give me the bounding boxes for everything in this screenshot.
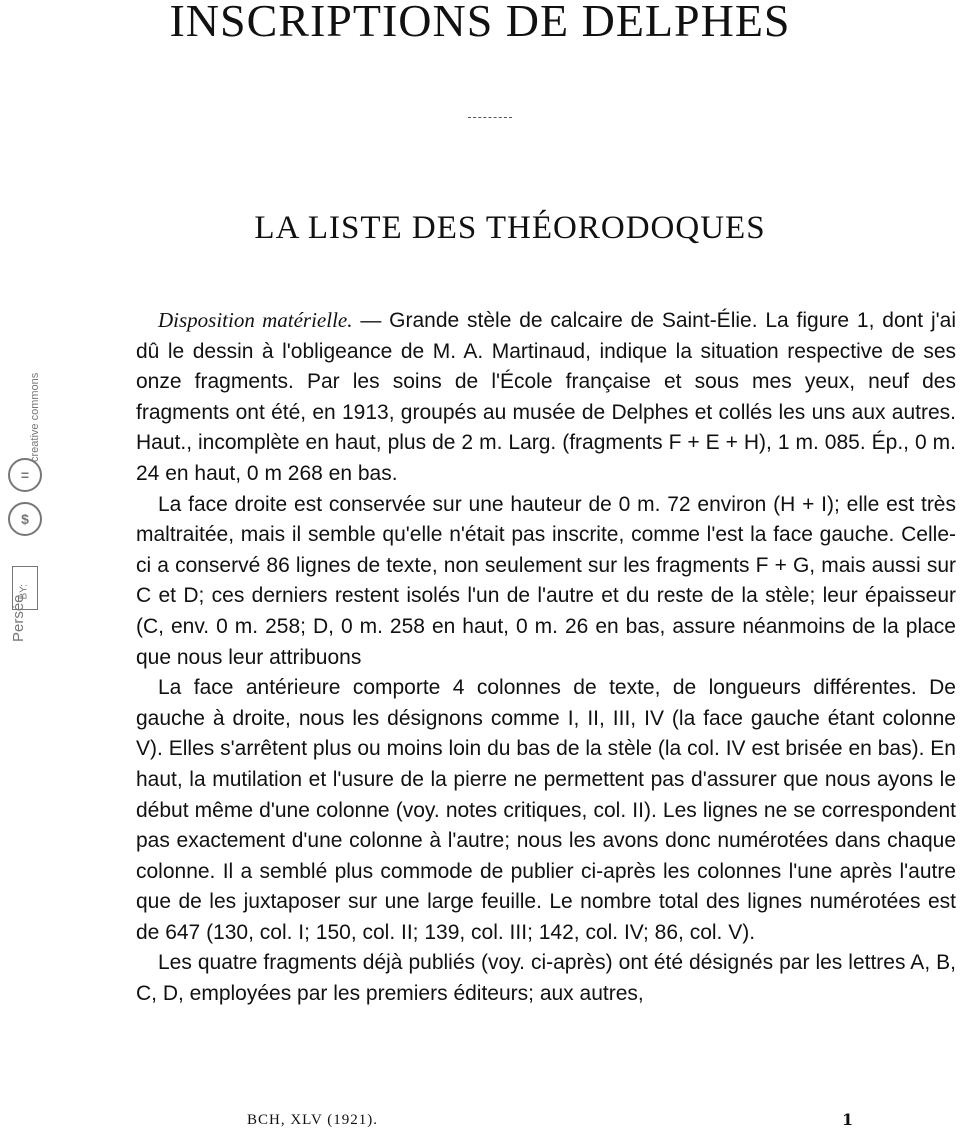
separator-rule	[468, 117, 512, 118]
article-title: LA LISTE DES THÉORODOQUES	[254, 210, 766, 246]
running-title: INSCRIPTIONS DE DELPHES	[169, 0, 791, 46]
body-text	[136, 305, 956, 1010]
paragraph-text: — Grande stèle de calcaire de Saint-Élie. La figure 1, dont j'ai dû le dessin à l'obligeance de M. A. Martinaud, indique la situation respective de ses onze fragments. Par les soins de l'École française et sous mes yeux, neuf des fragments ont été, en 1913, groupés au musée de Delphes et collés les uns aux autres. Haut., incomplète en haut, plus de 2 m. Larg. (fragments F + E + H), 1 m. 085. Ép., 0 m. 24 en haut, 0 m 268 en bas.	[136, 309, 956, 485]
paragraph-disposition	[136, 305, 956, 490]
paragraph-front-face: La face antérieure comporte 4 colonnes de texte, de longueurs différentes. De gauche à droite, nous les désignons comme I, II, III, IV (la face gauche étant colonne V). Elles s'arrêtent plus ou moins loin du bas de la stèle (la col. IV est brisée en bas). En haut, la mutilation et l'usure de la pierre ne permettent pas d'assurer que nous ayons le début même d'une colonne (voy. notes critiques, col. II). Les lignes ne se correspondent pas exactement d'une colonne à l'autre; nous les avons donc numérotées dans chaque colonne. Il a semblé plus commode de publier ci-après les colonnes l'une après l'autre que de les juxtaposer sur une large feuille. Le nombre total des lignes numérotées est de 647 (130, col. I; 150, col. II; 139, col. III; 142, col. IV; 86, col. V).	[136, 676, 956, 944]
equals-icon: =	[8, 458, 42, 492]
page-number: 1	[842, 1110, 854, 1129]
by-badge	[12, 566, 38, 610]
by-label-text: BY:	[18, 583, 30, 600]
paragraph-fragments: Les quatre fragments déjà publiés (voy. ci-après) ont été désignés par les lettres A, B, C, D, employées par les premiers éditeurs; aux autres,	[136, 951, 956, 1006]
attribution-icon: $	[8, 502, 42, 536]
creative-commons-label: creative commons	[29, 372, 41, 462]
license-sidebar	[4, 370, 56, 650]
journal-citation: BCH, XLV (1921).	[247, 1112, 379, 1128]
publisher-label: Persée	[10, 594, 27, 642]
section-lead: Disposition matérielle.	[158, 308, 353, 332]
paragraph-right-face: La face droite est conservée sur une hauteur de 0 m. 72 environ (H + I); elle est très maltraitée, mais il semble qu'elle n'était pas inscrite, comme l'est la face gauche. Celle-ci a conservé 86 lignes de texte, non seulement sur les fragments F + G, mais aussi sur C et D; ces derniers restent isolés l'un de l'autre et du reste de la stèle; leur épaisseur (C, env. 0 m. 258; D, 0 m. 258 en haut, 0 m. 26 en bas, assure néanmoins de la place que nous leur attribuons	[136, 492, 956, 669]
